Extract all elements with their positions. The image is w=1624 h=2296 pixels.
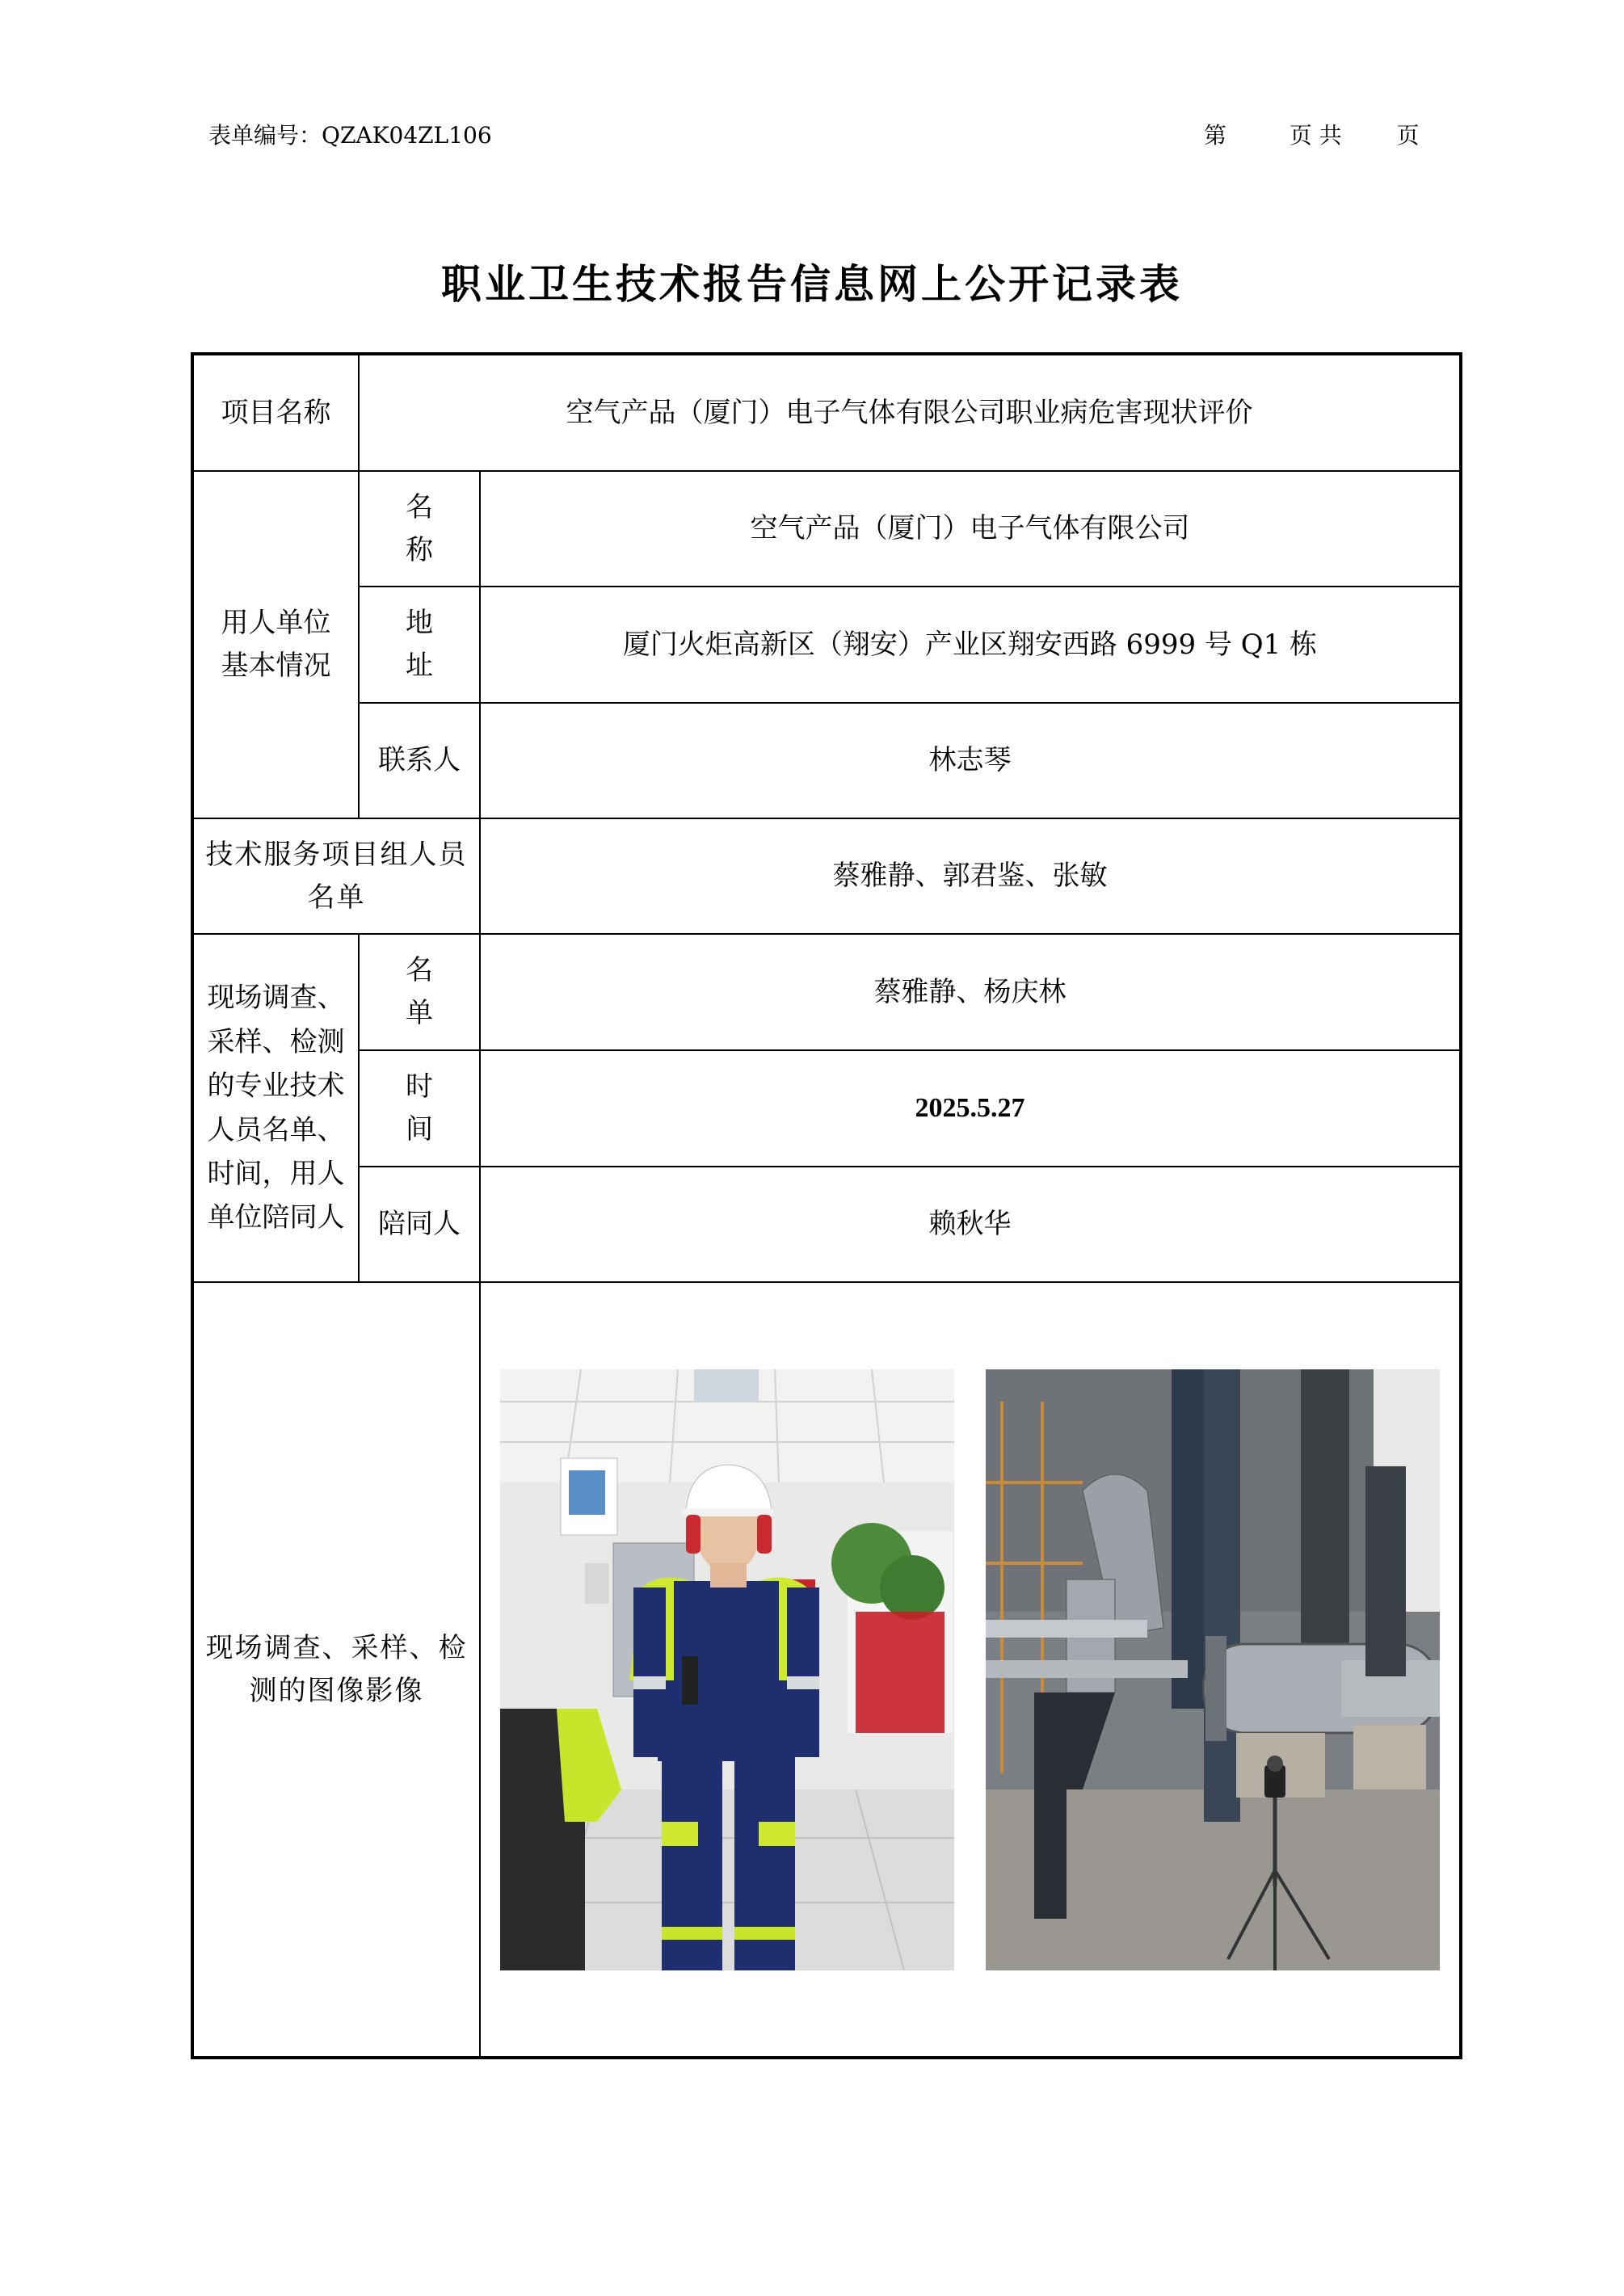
name-label: 名 称	[359, 471, 480, 587]
row-survey-time	[192, 1050, 1461, 1167]
employer-label-line2: 基本情况	[221, 650, 331, 682]
contact-label: 联系人	[359, 703, 480, 818]
row-team	[192, 818, 1461, 934]
images-label-line2: 测的图像影像	[249, 1674, 424, 1707]
survey-label-line: 现场调查、	[207, 982, 345, 1015]
project-label: 项目名称	[192, 354, 359, 471]
photo-row	[487, 1369, 1453, 1970]
row-escort	[192, 1167, 1461, 1282]
escort-value: 赖秋华	[480, 1167, 1461, 1282]
photo-worker-in-ppe	[500, 1369, 954, 1970]
escort-label: 陪同人	[359, 1167, 480, 1282]
time-value: 2025.5.27	[480, 1050, 1461, 1167]
row-images	[192, 1282, 1461, 2058]
list-label: 名 单	[359, 934, 480, 1050]
row-address	[192, 587, 1461, 703]
row-employer-name	[192, 471, 1461, 587]
time-label: 时 间	[359, 1050, 480, 1167]
page-label-1: 第	[1204, 122, 1227, 149]
address-value: 厦门火炬高新区（翔安）产业区翔安西路 6999 号 Q1 栋	[480, 587, 1461, 703]
row-survey-list	[192, 934, 1461, 1050]
images-cell	[480, 1282, 1461, 2058]
page-counter	[1204, 118, 1420, 150]
survey-label-line: 人员名单、	[207, 1113, 345, 1146]
team-label	[192, 818, 480, 934]
page-label-2: 页 共	[1289, 122, 1342, 149]
survey-label-line: 采样、检测	[207, 1025, 345, 1058]
photo-industrial-piping-with-sound-meter	[986, 1369, 1440, 1970]
form-number: 表单编号：QZAK04ZL106	[208, 122, 492, 149]
images-label	[192, 1282, 480, 2058]
address-label: 地 址	[359, 587, 480, 703]
record-table	[191, 352, 1462, 2059]
row-contact	[192, 703, 1461, 818]
survey-label-line: 单位陪同人	[207, 1201, 345, 1234]
list-value: 蔡雅静、杨庆林	[480, 934, 1461, 1050]
row-project	[192, 354, 1461, 471]
name-value: 空气产品（厦门）电子气体有限公司	[480, 471, 1461, 587]
survey-label-line: 时间，用人	[207, 1157, 345, 1190]
employer-label-line1: 用人单位	[221, 607, 331, 640]
survey-label	[192, 934, 359, 1282]
team-label-line2: 名单	[307, 881, 366, 914]
images-label-line1: 现场调查、采样、检	[205, 1631, 468, 1664]
survey-label-line: 的专业技术	[207, 1070, 345, 1103]
team-value: 蔡雅静、郭君鉴、张敏	[480, 818, 1461, 934]
team-label-line1: 技术服务项目组人员	[205, 838, 468, 871]
contact-value: 林志琴	[480, 703, 1461, 818]
page-label-3: 页	[1396, 122, 1420, 149]
employer-label	[192, 471, 359, 818]
project-value: 空气产品（厦门）电子气体有限公司职业病危害现状评价	[359, 354, 1461, 471]
document-title: 职业卫生技术报告信息网上公开记录表	[441, 260, 1183, 308]
